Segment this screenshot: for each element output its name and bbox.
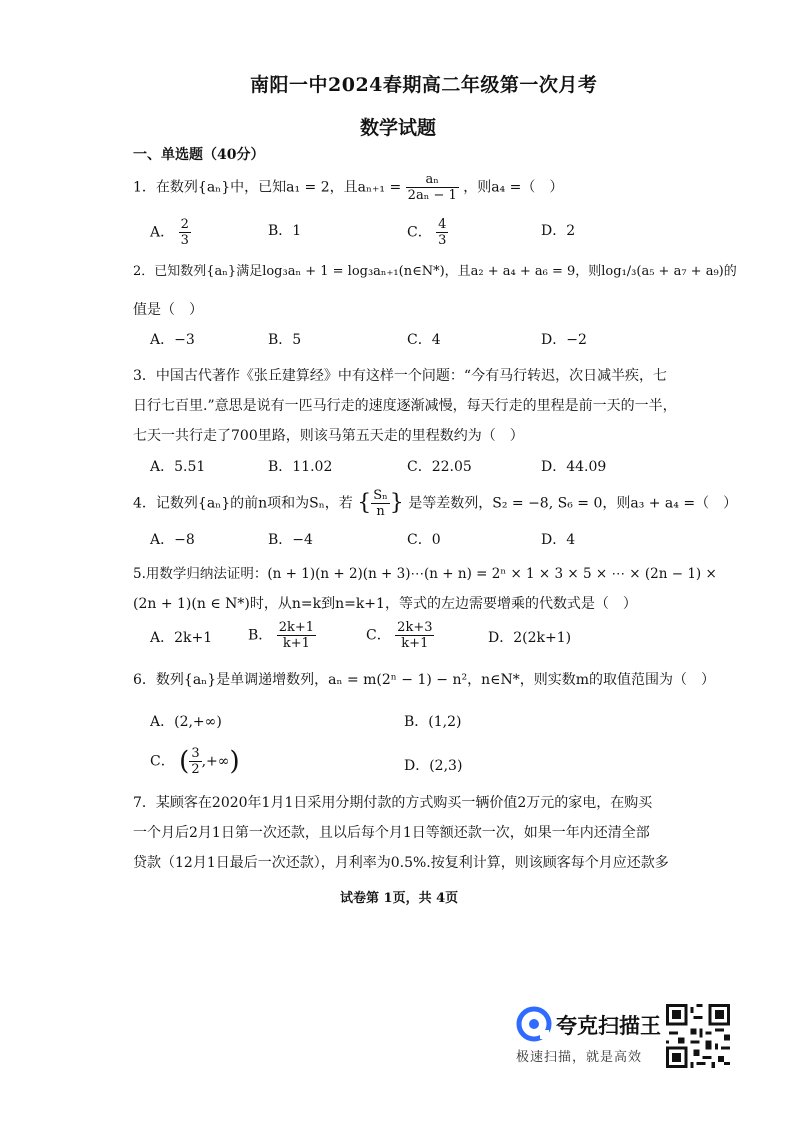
q5-option-d: D．2(2k+1): [488, 630, 572, 646]
q6-opt-c-frac: [189, 746, 201, 777]
q1-opt-c-label: C．: [407, 224, 432, 241]
q4-stem-b: 是等差数列，S₂ = −8, S₆ = 0，则a₃ + a₄ =（ ）: [408, 495, 738, 512]
question-7-line-2: 一个月后2月1日第一次还款，且以后每个月1日等额还款一次，如果一年内还清全部: [133, 825, 650, 841]
q4-brace-right: }: [389, 490, 404, 516]
q1-opt-a-label: A．: [150, 224, 175, 241]
q6-opt-c-num: 3: [191, 746, 200, 761]
section-heading: 一、单选题（40分）: [133, 147, 265, 163]
scanner-slogan: 极速扫描，就是高效: [516, 1050, 643, 1065]
q5-option-b: [248, 620, 316, 651]
q6-option-a: A．(2,+∞): [150, 714, 222, 730]
q1-option-c: [407, 217, 448, 248]
q2-option-c: C．4: [407, 332, 441, 348]
q2-option-d: D．−2: [541, 332, 587, 348]
question-2-line-1: 2．已知数列{aₙ}满足log₃aₙ + 1 = log₃aₙ₊₁(n∈N*)，且a₂ + a₄ + a₆ = 9，则log₁/₃(a₅ + a₇ + a₉)的: [133, 264, 737, 279]
q5-opt-b-frac: [277, 620, 316, 651]
scanner-watermark: [514, 1004, 784, 1072]
q4-stem-a: 4．记数列{aₙ}的前n项和为Sₙ，若: [133, 495, 353, 512]
q4-option-d: D．4: [541, 532, 576, 548]
q4-option-b: B．−4: [268, 532, 313, 548]
q4-frac-den: n: [376, 504, 385, 519]
q6-paren-right: ): [229, 746, 240, 777]
question-3-line-3: 七天一共行走了700里路，则该马第五天走的里程数约为（ ）: [133, 428, 524, 444]
q5-opt-b-num: 2k+1: [278, 620, 315, 635]
q1-option-d: D．2: [541, 223, 576, 239]
q1-frac-den: 2aₙ − 1: [407, 188, 457, 203]
q6-opt-c-den: 2: [191, 762, 200, 777]
q1-stem-b: ，则a₄ =（ ）: [463, 179, 564, 196]
question-7-line-1: 7．某顾客在2020年1月1日采用分期付款的方式购买一辆价值2万元的家电，在购买: [133, 795, 653, 811]
question-7-line-3: 贷款（12月1日最后一次还款），月利率为0.5%.按复利计算，则该顾客每个月应还款多: [133, 855, 669, 871]
scanner-logo-icon: [516, 1006, 552, 1042]
q6-opt-c-tail: ,+∞: [201, 753, 230, 770]
q6-opt-c-label: C．: [150, 753, 175, 770]
q6-paren-left: (: [179, 746, 190, 777]
q5-opt-c-frac: [395, 620, 434, 651]
q3-option-a: A．5.51: [150, 459, 206, 475]
question-5-line-1: 5.用数学归纳法证明：(n + 1)(n + 2)(n + 3)⋯(n + n) = 2ⁿ × 1 × 3 × 5 × ⋯ × (2n − 1) ×: [133, 566, 717, 582]
q3-option-d: D．44.09: [541, 459, 607, 475]
question-2-line-2: 值是（ ）: [133, 302, 203, 318]
q5-opt-b-den: k+1: [282, 636, 310, 651]
scanner-brand-name: 夸克扫描王: [556, 1014, 661, 1038]
q4-frac-num: Sₙ: [373, 488, 388, 503]
q3-option-c: C．22.05: [407, 459, 472, 475]
q6-option-b: B．(1,2): [404, 714, 462, 730]
q5-opt-c-num: 2k+3: [397, 620, 433, 635]
q2-option-a: A．−3: [150, 332, 195, 348]
page-footer: 试卷第 1页，共 4页: [340, 891, 459, 906]
question-4-stem: [133, 488, 737, 519]
question-5-line-2: (2n + 1)(n ∈ N*)时，从n=k到n=k+1，等式的左边需要增乘的代数式是（ ）: [133, 596, 637, 612]
q1-opt-c-den: 3: [438, 233, 447, 248]
q1-option-b: B．1: [268, 223, 302, 239]
q5-opt-c-den: k+1: [401, 636, 429, 651]
q1-option-a: [150, 217, 191, 248]
question-3-line-1: 3．中国古代著作《张丘建算经》中有这样一个问题：“今有马行转迟，次日减半疾，七: [133, 368, 668, 384]
exam-title: 南阳一中2024春期高二年级第一次月考: [250, 74, 598, 96]
q4-fraction: [371, 488, 390, 519]
question-1-stem: [133, 172, 563, 203]
q4-option-a: A．−8: [150, 532, 195, 548]
q6-option-d: D．(2,3): [404, 758, 463, 774]
q5-option-c: [366, 620, 434, 651]
qr-code-icon: [666, 1004, 730, 1068]
q1-fraction: [406, 172, 459, 203]
exam-subtitle: 数学试题: [360, 117, 437, 139]
question-6-line-1: 6．数列{aₙ}是单调递增数列，aₙ = m(2ⁿ − 1) − n²，n∈N*，则实数m的取值范围为（ ）: [133, 672, 716, 688]
q1-opt-a-num: 2: [180, 217, 189, 232]
q4-brace-left: {: [357, 490, 372, 516]
q6-option-c: [150, 746, 240, 777]
q1-frac-num: aₙ: [406, 172, 459, 188]
q5-opt-b-label: B．: [248, 627, 273, 644]
q1-opt-a-den: 3: [180, 233, 189, 248]
q1-opt-a-frac: [179, 217, 191, 248]
q4-option-c: C．0: [407, 532, 441, 548]
q5-opt-c-label: C．: [366, 627, 391, 644]
question-3-line-2: 日行七百里.”意思是说有一匹马行走的速度逐渐减慢，每天行走的里程是前一天的一半，: [133, 398, 677, 414]
q1-opt-c-frac: [436, 217, 448, 248]
q1-opt-c-num: 4: [438, 217, 447, 232]
q5-option-a: A．2k+1: [150, 630, 213, 646]
q1-stem-a: 1．在数列{aₙ}中，已知a₁ = 2，且aₙ₊₁ =: [133, 179, 402, 196]
q2-option-b: B．5: [268, 332, 302, 348]
q3-option-b: B．11.02: [268, 459, 333, 475]
